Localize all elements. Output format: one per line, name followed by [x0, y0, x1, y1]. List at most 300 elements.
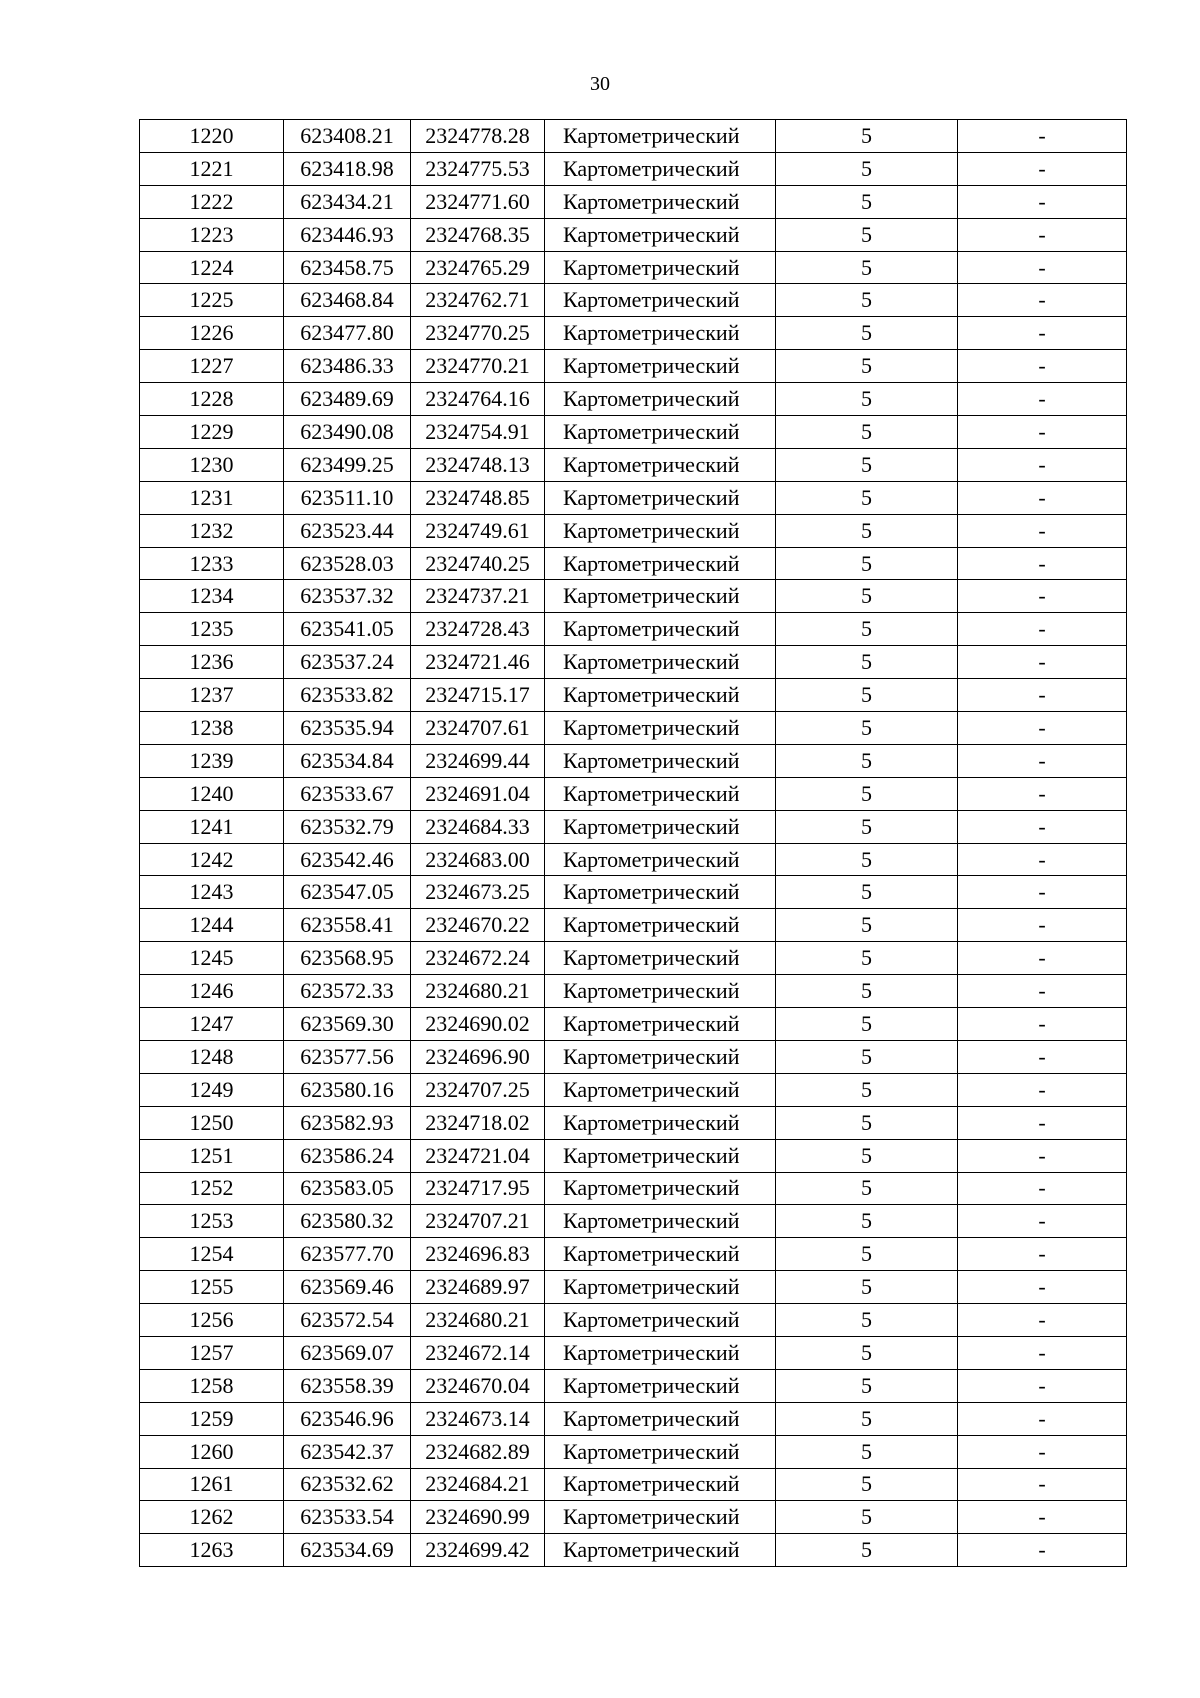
accuracy-cell: 5	[776, 843, 958, 876]
method-cell: Картометрический	[545, 613, 776, 646]
table-row	[140, 1435, 1127, 1468]
note-cell: -	[958, 1139, 1127, 1172]
x-coordinate-cell: 623542.37	[284, 1435, 411, 1468]
note-cell: -	[958, 613, 1127, 646]
note-cell: -	[958, 251, 1127, 284]
y-coordinate-cell: 2324672.24	[411, 942, 545, 975]
point-number-cell: 1236	[140, 646, 284, 679]
note-cell: -	[958, 317, 1127, 350]
x-coordinate-cell: 623534.84	[284, 744, 411, 777]
table-row	[140, 843, 1127, 876]
x-coordinate-cell: 623499.25	[284, 448, 411, 481]
accuracy-cell: 5	[776, 1205, 958, 1238]
y-coordinate-cell: 2324680.21	[411, 975, 545, 1008]
accuracy-cell: 5	[776, 909, 958, 942]
accuracy-cell: 5	[776, 1501, 958, 1534]
x-coordinate-cell: 623569.30	[284, 1008, 411, 1041]
method-cell: Картометрический	[545, 120, 776, 153]
accuracy-cell: 5	[776, 1238, 958, 1271]
method-cell: Картометрический	[545, 251, 776, 284]
y-coordinate-cell: 2324690.02	[411, 1008, 545, 1041]
note-cell: -	[958, 284, 1127, 317]
table-row	[140, 218, 1127, 251]
point-number-cell: 1243	[140, 876, 284, 909]
method-cell: Картометрический	[545, 416, 776, 449]
method-cell: Картометрический	[545, 284, 776, 317]
y-coordinate-cell: 2324721.46	[411, 646, 545, 679]
accuracy-cell: 5	[776, 810, 958, 843]
table-row	[140, 284, 1127, 317]
accuracy-cell: 5	[776, 416, 958, 449]
x-coordinate-cell: 623477.80	[284, 317, 411, 350]
note-cell: -	[958, 1501, 1127, 1534]
note-cell: -	[958, 876, 1127, 909]
method-cell: Картометрический	[545, 1073, 776, 1106]
point-number-cell: 1259	[140, 1402, 284, 1435]
accuracy-cell: 5	[776, 777, 958, 810]
y-coordinate-cell: 2324762.71	[411, 284, 545, 317]
point-number-cell: 1251	[140, 1139, 284, 1172]
point-number-cell: 1221	[140, 152, 284, 185]
table-row	[140, 777, 1127, 810]
x-coordinate-cell: 623580.32	[284, 1205, 411, 1238]
accuracy-cell: 5	[776, 547, 958, 580]
x-coordinate-cell: 623534.69	[284, 1534, 411, 1567]
note-cell: -	[958, 810, 1127, 843]
table-row	[140, 251, 1127, 284]
x-coordinate-cell: 623586.24	[284, 1139, 411, 1172]
accuracy-cell: 5	[776, 383, 958, 416]
y-coordinate-cell: 2324672.14	[411, 1336, 545, 1369]
note-cell: -	[958, 1172, 1127, 1205]
accuracy-cell: 5	[776, 1008, 958, 1041]
table-row	[140, 120, 1127, 153]
table-row	[140, 1402, 1127, 1435]
point-number-cell: 1249	[140, 1073, 284, 1106]
table-row	[140, 1468, 1127, 1501]
point-number-cell: 1245	[140, 942, 284, 975]
y-coordinate-cell: 2324715.17	[411, 679, 545, 712]
table-row	[140, 744, 1127, 777]
method-cell: Картометрический	[545, 810, 776, 843]
page-number: 30	[590, 73, 610, 95]
x-coordinate-cell: 623569.46	[284, 1271, 411, 1304]
method-cell: Картометрический	[545, 514, 776, 547]
x-coordinate-cell: 623537.24	[284, 646, 411, 679]
y-coordinate-cell: 2324680.21	[411, 1304, 545, 1337]
y-coordinate-cell: 2324770.21	[411, 350, 545, 383]
y-coordinate-cell: 2324771.60	[411, 185, 545, 218]
note-cell: -	[958, 481, 1127, 514]
accuracy-cell: 5	[776, 1304, 958, 1337]
note-cell: -	[958, 448, 1127, 481]
note-cell: -	[958, 120, 1127, 153]
point-number-cell: 1238	[140, 712, 284, 745]
y-coordinate-cell: 2324770.25	[411, 317, 545, 350]
method-cell: Картометрический	[545, 448, 776, 481]
note-cell: -	[958, 975, 1127, 1008]
method-cell: Картометрический	[545, 942, 776, 975]
y-coordinate-cell: 2324684.33	[411, 810, 545, 843]
note-cell: -	[958, 416, 1127, 449]
table-row	[140, 317, 1127, 350]
method-cell: Картометрический	[545, 185, 776, 218]
point-number-cell: 1231	[140, 481, 284, 514]
method-cell: Картометрический	[545, 876, 776, 909]
point-number-cell: 1255	[140, 1271, 284, 1304]
table-row	[140, 1008, 1127, 1041]
accuracy-cell: 5	[776, 1271, 958, 1304]
y-coordinate-cell: 2324764.16	[411, 383, 545, 416]
note-cell: -	[958, 580, 1127, 613]
accuracy-cell: 5	[776, 876, 958, 909]
table-row	[140, 547, 1127, 580]
y-coordinate-cell: 2324689.97	[411, 1271, 545, 1304]
point-number-cell: 1237	[140, 679, 284, 712]
point-number-cell: 1224	[140, 251, 284, 284]
table-row	[140, 810, 1127, 843]
note-cell: -	[958, 350, 1127, 383]
point-number-cell: 1256	[140, 1304, 284, 1337]
point-number-cell: 1240	[140, 777, 284, 810]
note-cell: -	[958, 1073, 1127, 1106]
note-cell: -	[958, 514, 1127, 547]
x-coordinate-cell: 623408.21	[284, 120, 411, 153]
method-cell: Картометрический	[545, 975, 776, 1008]
x-coordinate-cell: 623577.70	[284, 1238, 411, 1271]
point-number-cell: 1226	[140, 317, 284, 350]
note-cell: -	[958, 152, 1127, 185]
x-coordinate-cell: 623490.08	[284, 416, 411, 449]
point-number-cell: 1222	[140, 185, 284, 218]
y-coordinate-cell: 2324717.95	[411, 1172, 545, 1205]
x-coordinate-cell: 623446.93	[284, 218, 411, 251]
point-number-cell: 1233	[140, 547, 284, 580]
x-coordinate-cell: 623583.05	[284, 1172, 411, 1205]
x-coordinate-cell: 623558.41	[284, 909, 411, 942]
y-coordinate-cell: 2324690.99	[411, 1501, 545, 1534]
accuracy-cell: 5	[776, 185, 958, 218]
note-cell: -	[958, 1336, 1127, 1369]
y-coordinate-cell: 2324696.83	[411, 1238, 545, 1271]
table-row	[140, 1172, 1127, 1205]
accuracy-cell: 5	[776, 251, 958, 284]
x-coordinate-cell: 623546.96	[284, 1402, 411, 1435]
y-coordinate-cell: 2324699.44	[411, 744, 545, 777]
x-coordinate-cell: 623532.79	[284, 810, 411, 843]
method-cell: Картометрический	[545, 1172, 776, 1205]
point-number-cell: 1244	[140, 909, 284, 942]
y-coordinate-cell: 2324775.53	[411, 152, 545, 185]
accuracy-cell: 5	[776, 514, 958, 547]
table-row	[140, 481, 1127, 514]
y-coordinate-cell: 2324670.22	[411, 909, 545, 942]
note-cell: -	[958, 547, 1127, 580]
note-cell: -	[958, 1106, 1127, 1139]
point-number-cell: 1241	[140, 810, 284, 843]
method-cell: Картометрический	[545, 1271, 776, 1304]
table-row	[140, 1106, 1127, 1139]
method-cell: Картометрический	[545, 777, 776, 810]
table-row	[140, 909, 1127, 942]
point-number-cell: 1246	[140, 975, 284, 1008]
point-number-cell: 1248	[140, 1040, 284, 1073]
x-coordinate-cell: 623558.39	[284, 1369, 411, 1402]
method-cell: Картометрический	[545, 1139, 776, 1172]
table-row	[140, 514, 1127, 547]
method-cell: Картометрический	[545, 744, 776, 777]
y-coordinate-cell: 2324683.00	[411, 843, 545, 876]
y-coordinate-cell: 2324670.04	[411, 1369, 545, 1402]
table-row	[140, 646, 1127, 679]
note-cell: -	[958, 777, 1127, 810]
accuracy-cell: 5	[776, 975, 958, 1008]
y-coordinate-cell: 2324707.21	[411, 1205, 545, 1238]
point-number-cell: 1252	[140, 1172, 284, 1205]
point-number-cell: 1260	[140, 1435, 284, 1468]
table-row	[140, 1271, 1127, 1304]
x-coordinate-cell: 623468.84	[284, 284, 411, 317]
x-coordinate-cell: 623532.62	[284, 1468, 411, 1501]
x-coordinate-cell: 623535.94	[284, 712, 411, 745]
x-coordinate-cell: 623533.67	[284, 777, 411, 810]
note-cell: -	[958, 1435, 1127, 1468]
point-number-cell: 1232	[140, 514, 284, 547]
point-number-cell: 1258	[140, 1369, 284, 1402]
table-row	[140, 712, 1127, 745]
x-coordinate-cell: 623486.33	[284, 350, 411, 383]
y-coordinate-cell: 2324778.28	[411, 120, 545, 153]
method-cell: Картометрический	[545, 1304, 776, 1337]
point-number-cell: 1228	[140, 383, 284, 416]
point-number-cell: 1254	[140, 1238, 284, 1271]
y-coordinate-cell: 2324718.02	[411, 1106, 545, 1139]
point-number-cell: 1230	[140, 448, 284, 481]
point-number-cell: 1253	[140, 1205, 284, 1238]
y-coordinate-cell: 2324684.21	[411, 1468, 545, 1501]
table-row	[140, 383, 1127, 416]
note-cell: -	[958, 646, 1127, 679]
x-coordinate-cell: 623542.46	[284, 843, 411, 876]
method-cell: Картометрический	[545, 152, 776, 185]
accuracy-cell: 5	[776, 942, 958, 975]
accuracy-cell: 5	[776, 1172, 958, 1205]
point-number-cell: 1250	[140, 1106, 284, 1139]
accuracy-cell: 5	[776, 481, 958, 514]
y-coordinate-cell: 2324707.61	[411, 712, 545, 745]
note-cell: -	[958, 1238, 1127, 1271]
point-number-cell: 1235	[140, 613, 284, 646]
y-coordinate-cell: 2324721.04	[411, 1139, 545, 1172]
method-cell: Картометрический	[545, 481, 776, 514]
table-row	[140, 1369, 1127, 1402]
table-row	[140, 1040, 1127, 1073]
x-coordinate-cell: 623418.98	[284, 152, 411, 185]
y-coordinate-cell: 2324728.43	[411, 613, 545, 646]
point-number-cell: 1242	[140, 843, 284, 876]
point-number-cell: 1229	[140, 416, 284, 449]
point-number-cell: 1220	[140, 120, 284, 153]
y-coordinate-cell: 2324749.61	[411, 514, 545, 547]
table-row	[140, 1073, 1127, 1106]
method-cell: Картометрический	[545, 909, 776, 942]
accuracy-cell: 5	[776, 613, 958, 646]
accuracy-cell: 5	[776, 1369, 958, 1402]
table-row	[140, 185, 1127, 218]
x-coordinate-cell: 623572.54	[284, 1304, 411, 1337]
note-cell: -	[958, 1205, 1127, 1238]
note-cell: -	[958, 942, 1127, 975]
table-row	[140, 580, 1127, 613]
note-cell: -	[958, 1271, 1127, 1304]
accuracy-cell: 5	[776, 1468, 958, 1501]
table-row	[140, 350, 1127, 383]
x-coordinate-cell: 623547.05	[284, 876, 411, 909]
accuracy-cell: 5	[776, 1139, 958, 1172]
y-coordinate-cell: 2324740.25	[411, 547, 545, 580]
y-coordinate-cell: 2324768.35	[411, 218, 545, 251]
accuracy-cell: 5	[776, 1336, 958, 1369]
method-cell: Картометрический	[545, 1501, 776, 1534]
note-cell: -	[958, 744, 1127, 777]
x-coordinate-cell: 623528.03	[284, 547, 411, 580]
y-coordinate-cell: 2324699.42	[411, 1534, 545, 1567]
method-cell: Картометрический	[545, 1369, 776, 1402]
table-row	[140, 613, 1127, 646]
y-coordinate-cell: 2324707.25	[411, 1073, 545, 1106]
x-coordinate-cell: 623533.82	[284, 679, 411, 712]
accuracy-cell: 5	[776, 1435, 958, 1468]
y-coordinate-cell: 2324748.13	[411, 448, 545, 481]
coordinates-table	[139, 119, 1127, 1567]
point-number-cell: 1262	[140, 1501, 284, 1534]
point-number-cell: 1247	[140, 1008, 284, 1041]
y-coordinate-cell: 2324691.04	[411, 777, 545, 810]
coordinates-table-body	[140, 120, 1127, 1567]
x-coordinate-cell: 623582.93	[284, 1106, 411, 1139]
accuracy-cell: 5	[776, 120, 958, 153]
y-coordinate-cell: 2324682.89	[411, 1435, 545, 1468]
method-cell: Картометрический	[545, 580, 776, 613]
point-number-cell: 1225	[140, 284, 284, 317]
method-cell: Картометрический	[545, 1402, 776, 1435]
table-row	[140, 975, 1127, 1008]
method-cell: Картометрический	[545, 218, 776, 251]
y-coordinate-cell: 2324748.85	[411, 481, 545, 514]
method-cell: Картометрический	[545, 712, 776, 745]
point-number-cell: 1223	[140, 218, 284, 251]
method-cell: Картометрический	[545, 1534, 776, 1567]
table-row	[140, 152, 1127, 185]
method-cell: Картометрический	[545, 1008, 776, 1041]
method-cell: Картометрический	[545, 317, 776, 350]
method-cell: Картометрический	[545, 1336, 776, 1369]
table-row	[140, 1501, 1127, 1534]
table-row	[140, 1238, 1127, 1271]
x-coordinate-cell: 623568.95	[284, 942, 411, 975]
point-number-cell: 1263	[140, 1534, 284, 1567]
x-coordinate-cell: 623434.21	[284, 185, 411, 218]
x-coordinate-cell: 623511.10	[284, 481, 411, 514]
note-cell: -	[958, 383, 1127, 416]
y-coordinate-cell: 2324673.14	[411, 1402, 545, 1435]
table-row	[140, 1139, 1127, 1172]
y-coordinate-cell: 2324673.25	[411, 876, 545, 909]
table-row	[140, 1304, 1127, 1337]
table-row	[140, 1534, 1127, 1567]
note-cell: -	[958, 1040, 1127, 1073]
method-cell: Картометрический	[545, 1435, 776, 1468]
note-cell: -	[958, 712, 1127, 745]
method-cell: Картометрический	[545, 1238, 776, 1271]
method-cell: Картометрический	[545, 547, 776, 580]
table-row	[140, 942, 1127, 975]
accuracy-cell: 5	[776, 1402, 958, 1435]
note-cell: -	[958, 1008, 1127, 1041]
method-cell: Картометрический	[545, 383, 776, 416]
x-coordinate-cell: 623577.56	[284, 1040, 411, 1073]
x-coordinate-cell: 623533.54	[284, 1501, 411, 1534]
accuracy-cell: 5	[776, 218, 958, 251]
accuracy-cell: 5	[776, 1534, 958, 1567]
x-coordinate-cell: 623489.69	[284, 383, 411, 416]
point-number-cell: 1239	[140, 744, 284, 777]
note-cell: -	[958, 679, 1127, 712]
accuracy-cell: 5	[776, 350, 958, 383]
point-number-cell: 1227	[140, 350, 284, 383]
accuracy-cell: 5	[776, 744, 958, 777]
method-cell: Картометрический	[545, 350, 776, 383]
note-cell: -	[958, 1468, 1127, 1501]
note-cell: -	[958, 218, 1127, 251]
y-coordinate-cell: 2324754.91	[411, 416, 545, 449]
x-coordinate-cell: 623569.07	[284, 1336, 411, 1369]
method-cell: Картометрический	[545, 1040, 776, 1073]
note-cell: -	[958, 1402, 1127, 1435]
table-row	[140, 448, 1127, 481]
note-cell: -	[958, 843, 1127, 876]
accuracy-cell: 5	[776, 712, 958, 745]
method-cell: Картометрический	[545, 646, 776, 679]
method-cell: Картометрический	[545, 1468, 776, 1501]
accuracy-cell: 5	[776, 448, 958, 481]
x-coordinate-cell: 623580.16	[284, 1073, 411, 1106]
x-coordinate-cell: 623537.32	[284, 580, 411, 613]
accuracy-cell: 5	[776, 580, 958, 613]
x-coordinate-cell: 623572.33	[284, 975, 411, 1008]
accuracy-cell: 5	[776, 646, 958, 679]
note-cell: -	[958, 909, 1127, 942]
x-coordinate-cell: 623458.75	[284, 251, 411, 284]
point-number-cell: 1261	[140, 1468, 284, 1501]
method-cell: Картометрический	[545, 679, 776, 712]
x-coordinate-cell: 623541.05	[284, 613, 411, 646]
accuracy-cell: 5	[776, 317, 958, 350]
accuracy-cell: 5	[776, 679, 958, 712]
y-coordinate-cell: 2324696.90	[411, 1040, 545, 1073]
table-row	[140, 876, 1127, 909]
note-cell: -	[958, 1534, 1127, 1567]
y-coordinate-cell: 2324765.29	[411, 251, 545, 284]
table-row	[140, 416, 1127, 449]
table-row	[140, 1336, 1127, 1369]
accuracy-cell: 5	[776, 1073, 958, 1106]
point-number-cell: 1234	[140, 580, 284, 613]
method-cell: Картометрический	[545, 1106, 776, 1139]
method-cell: Картометрический	[545, 843, 776, 876]
accuracy-cell: 5	[776, 284, 958, 317]
note-cell: -	[958, 185, 1127, 218]
